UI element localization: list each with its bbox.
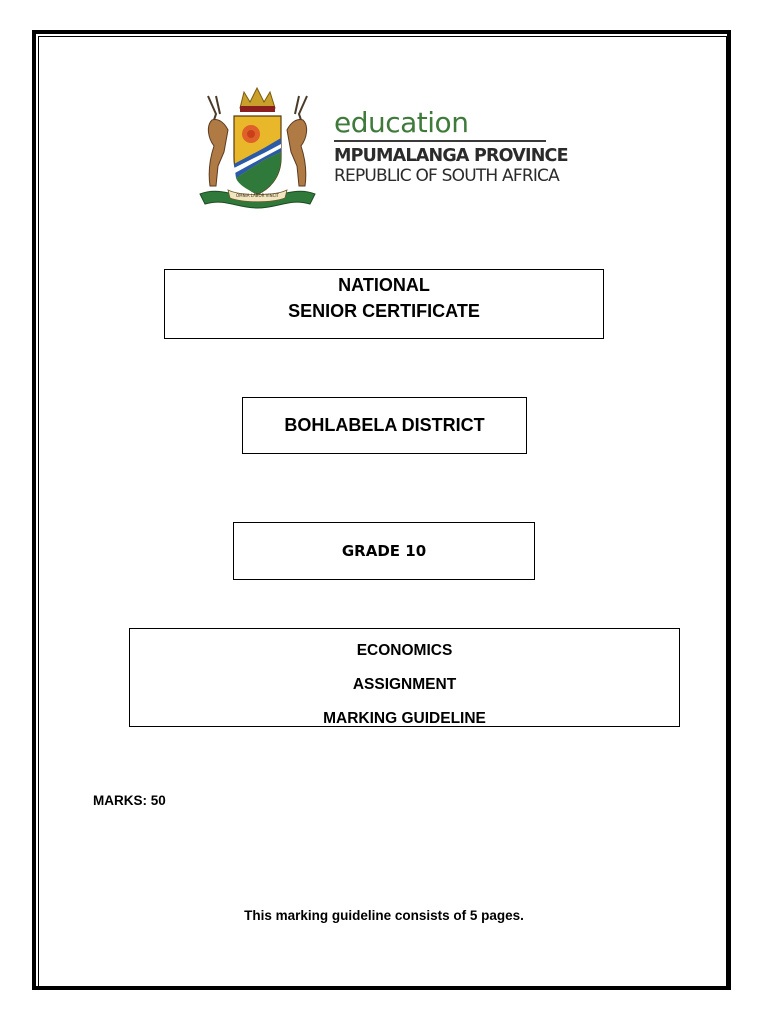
coat-of-arms-icon [190, 86, 325, 211]
department-wordmark [334, 106, 568, 186]
logo-province-text: MPUMALANGA PROVINCE [334, 145, 568, 166]
total-marks: MARKS: 50 [93, 793, 166, 808]
assessment-type: ASSIGNMENT [352, 676, 457, 693]
district-box [242, 397, 527, 454]
logo-divider [334, 140, 546, 142]
svg-text:OMNIA LABOR VINCIT: OMNIA LABOR VINCIT [235, 193, 280, 198]
logo-brand-text: education [334, 106, 469, 139]
subject-name: ECONOMICS [356, 642, 453, 659]
logo-country-text: REPUBLIC OF SOUTH AFRICA [334, 165, 559, 186]
page-count-note: This marking guideline consists of 5 pages. [244, 908, 524, 923]
certificate-heading-line1: NATIONAL [338, 275, 430, 295]
certificate-heading-box [164, 269, 604, 339]
grade-box [233, 522, 535, 580]
department-logo [190, 86, 568, 216]
subject-box [129, 628, 680, 727]
certificate-heading-line2: SENIOR CERTIFICATE [288, 301, 480, 321]
grade-label: GRADE 10 [341, 542, 427, 560]
document-type: MARKING GUIDELINE [323, 710, 486, 727]
district-name: BOHLABELA DISTRICT [284, 415, 485, 435]
